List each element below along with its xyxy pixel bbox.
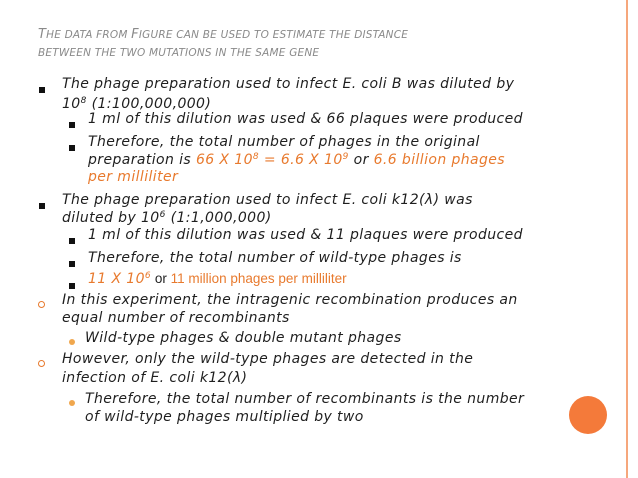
square-bullet-icon	[69, 238, 75, 244]
bullet-1-line-1: The phage preparation used to infect E. coli B was diluted by	[62, 76, 515, 92]
square-bullet-icon	[69, 145, 75, 151]
bullet-1-sub-2-line-1: Therefore, the total number of phages in the original	[88, 134, 480, 150]
square-bullet-icon	[39, 87, 45, 93]
slide-title	[38, 26, 578, 62]
dot-bullet-icon	[69, 400, 75, 406]
square-bullet-icon	[69, 122, 75, 128]
right-accent-rule	[626, 0, 628, 478]
bullet-2-sub-1: 1 ml of this dilution was used & 11 plaques were produced	[88, 227, 523, 243]
ring-bullet-icon	[38, 301, 45, 308]
bullet-3-line-2: equal number of recombinants	[62, 310, 290, 326]
bullet-2-line-1: The phage preparation used to infect E. coli k12(λ) was	[62, 192, 473, 208]
square-bullet-icon	[69, 261, 75, 267]
accent-circle	[569, 396, 607, 434]
bullet-3-sub-1: Wild-type phages & double mutant phages	[85, 330, 402, 346]
bullet-2-line-2: diluted by $10^6$ (1:1,000,000)	[62, 210, 272, 226]
square-bullet-icon	[69, 283, 75, 289]
bullet-1-line-2: $10^8$ (1:100,000,000)	[62, 96, 212, 112]
bullet-3-line-1: In this experiment, the intragenic recombination produces an	[62, 292, 518, 308]
square-bullet-icon	[39, 203, 45, 209]
title-line-2: BETWEEN THE TWO MUTATIONS IN THE SAME GENE	[38, 47, 320, 59]
bullet-4-sub-1-line-2: of wild-type phages multiplied by two	[85, 409, 364, 425]
bullet-2-sub-2: Therefore, the total number of wild-type phages is	[88, 250, 462, 266]
ring-bullet-icon	[38, 360, 45, 367]
bullet-4-sub-1-line-1: Therefore, the total number of recombinants is the number	[85, 391, 525, 407]
bullet-4-line-1: However, only the wild-type phages are detected in the	[62, 351, 474, 367]
bullet-1-sub-2-line-3: per milliliter	[88, 169, 179, 185]
title-line-1: THE DATA FROM FIGURE CAN BE USED TO ESTIMATE THE DISTANCE	[38, 27, 409, 42]
bullet-1-sub-1: 1 ml of this dilution was used & 66 plaques were produced	[88, 111, 523, 127]
bullet-4-line-2: infection of E. coli k12(λ)	[62, 370, 248, 386]
dot-bullet-icon	[69, 339, 75, 345]
bullet-1-sub-2-line-2: preparation is 66 X $10^8 = 6.6$ X $10^9$ or 6.6 billion phages	[88, 152, 505, 168]
bullet-2-sub-3: 11 X $10^6$ or 11 million phages per milliliter	[88, 271, 347, 287]
